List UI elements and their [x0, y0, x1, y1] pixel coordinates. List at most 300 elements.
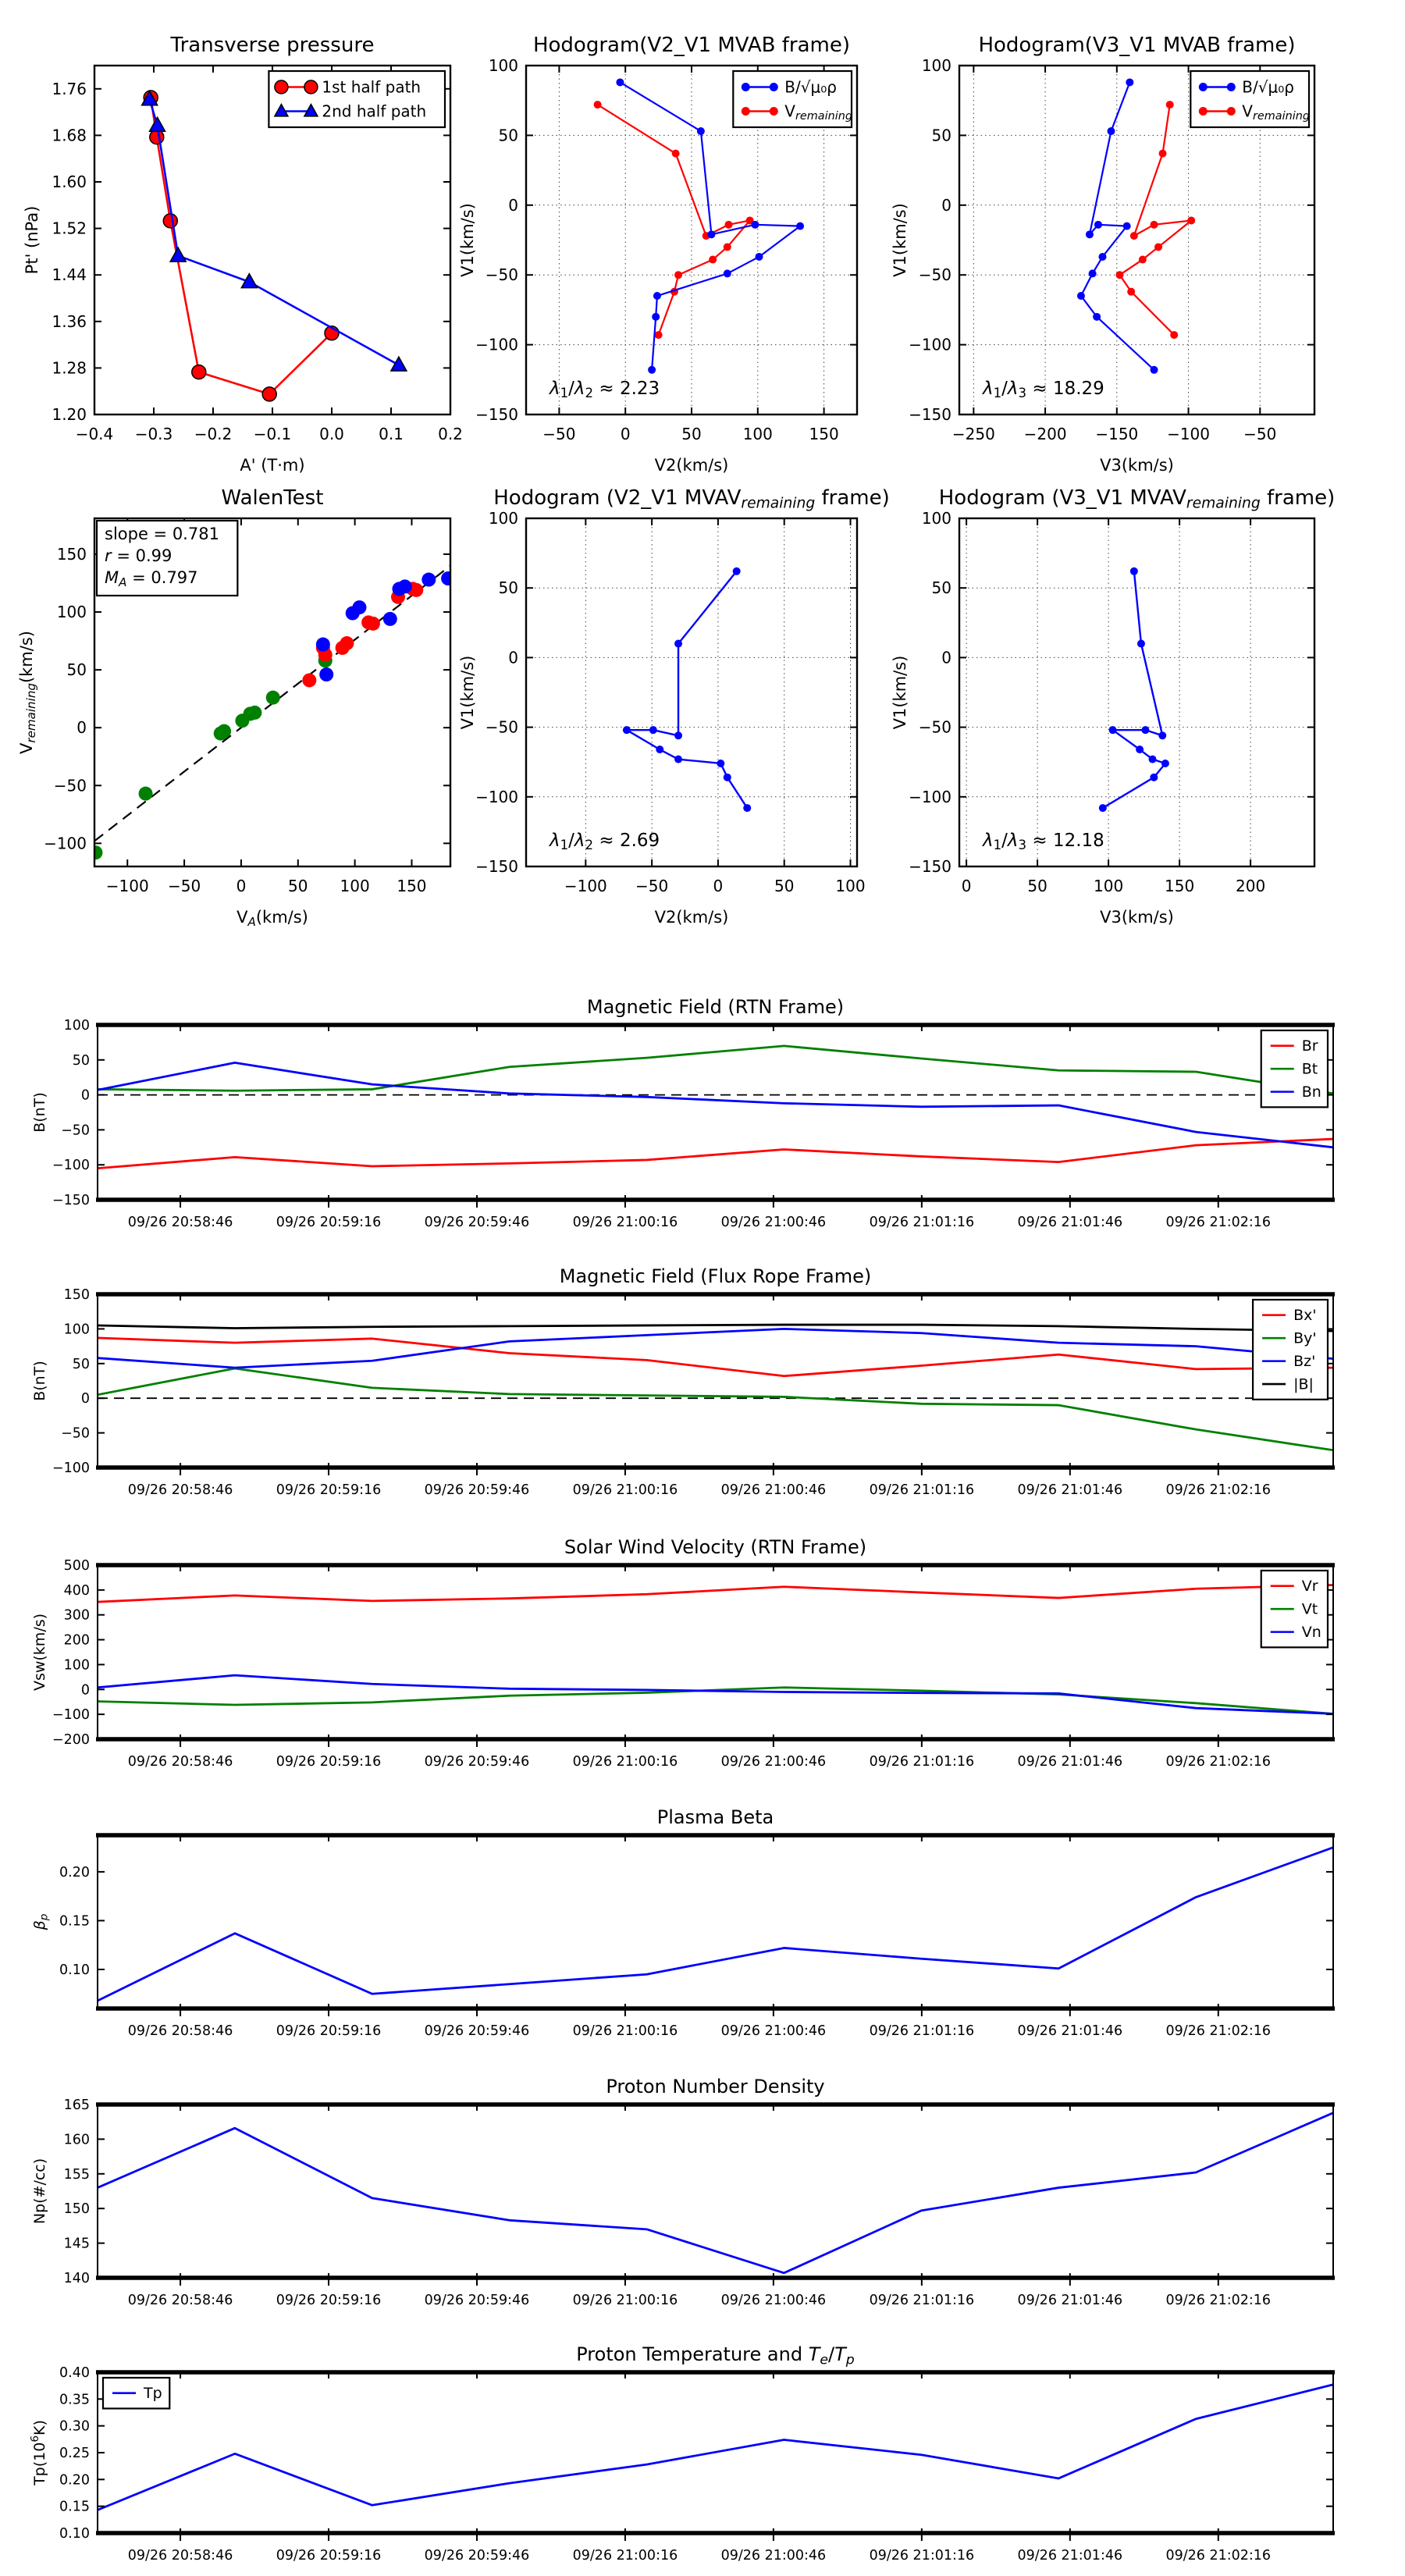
y-tick-label: −50: [61, 1425, 90, 1442]
x-tick-label: 0: [236, 877, 247, 895]
x-tick-label: 09/26 21:01:46: [1017, 2293, 1123, 2308]
data-point-marker: [302, 673, 316, 687]
plot-data-area: [1077, 78, 1195, 373]
y-tick-label: 0.10: [59, 1962, 90, 1978]
x-tick-label: 09/26 21:01:16: [869, 2293, 975, 2308]
series-line-B_alfven: [1081, 82, 1154, 369]
y-tick-label: 200: [63, 1632, 90, 1649]
data-point-marker: [1123, 222, 1131, 230]
data-point-marker: [217, 724, 231, 738]
x-tick-label: 09/26 21:02:16: [1165, 2548, 1272, 2564]
y-tick-label: 1.28: [52, 358, 87, 378]
y-tick-label: 0.20: [59, 2472, 90, 2489]
data-point-marker: [674, 756, 682, 763]
data-point-marker: [656, 745, 663, 753]
data-point-marker: [1089, 269, 1097, 277]
x-axis-label: V3(km/s): [1100, 456, 1174, 475]
series-line-By': [98, 1368, 1333, 1450]
annotation-text: λ1/λ2 ≈ 2.23: [550, 379, 660, 401]
data-point-marker: [672, 150, 680, 158]
panel-proton-density: [31, 2076, 1335, 2308]
data-point-marker: [1136, 745, 1144, 753]
x-tick-label: 100: [742, 425, 773, 443]
x-tick-label: 100: [835, 877, 866, 895]
legend: [1190, 71, 1310, 127]
plot-title: Transverse pressure: [170, 34, 375, 57]
plot-data-area: [1099, 568, 1169, 812]
series-line-Br: [98, 1139, 1333, 1169]
data-point-marker: [316, 638, 330, 652]
series-line-Bz': [98, 1329, 1333, 1371]
y-tick-label: 0.15: [59, 1913, 90, 1930]
x-tick-label: 100: [340, 877, 370, 895]
x-tick-label: 0: [620, 425, 631, 443]
plot-title: Hodogram(V2_V1 MVAB frame): [532, 34, 851, 57]
x-tick-label: −50: [167, 877, 201, 895]
data-point-marker: [724, 269, 731, 277]
y-tick-label: 100: [63, 1657, 90, 1674]
x-tick-label: −150: [1095, 425, 1139, 443]
x-tick-label: 50: [288, 877, 308, 895]
y-tick-label: 0: [80, 1087, 90, 1104]
y-tick-label: −150: [909, 405, 951, 424]
legend: [1253, 1300, 1328, 1400]
data-point-marker: [1150, 774, 1158, 781]
y-tick-label: −50: [485, 717, 518, 737]
x-tick-label: 09/26 21:02:16: [1165, 2023, 1272, 2039]
x-tick-label: 09/26 20:59:46: [424, 1215, 530, 1230]
legend-label: Vn: [1301, 1624, 1321, 1642]
y-tick-label: 0.10: [59, 2526, 90, 2542]
y-tick-label: 100: [488, 509, 518, 528]
series-line-Np: [98, 2113, 1333, 2273]
x-tick-label: −50: [635, 877, 669, 895]
series-line-1st half path: [151, 98, 332, 394]
y-tick-label: −100: [909, 787, 951, 806]
y-tick-label: 165: [63, 2097, 90, 2113]
x-tick-label: −0.1: [253, 425, 292, 443]
x-axis-label: V3(km/s): [1100, 908, 1174, 927]
legend: [1261, 1030, 1328, 1107]
data-point-marker: [170, 247, 186, 262]
x-tick-label: 09/26 21:02:16: [1165, 1215, 1272, 1230]
panel-plasma-beta: [31, 1806, 1335, 2039]
x-tick-label: 09/26 21:01:16: [869, 1482, 975, 1498]
y-tick-label: 1.68: [52, 126, 87, 145]
x-tick-label: −200: [1023, 425, 1067, 443]
x-tick-label: 09/26 20:59:16: [276, 1754, 382, 1770]
data-point-marker: [724, 243, 731, 251]
data-point-marker: [755, 253, 763, 261]
x-tick-label: 09/26 21:00:16: [572, 2023, 678, 2039]
x-tick-label: 09/26 21:01:16: [869, 1754, 975, 1770]
x-tick-label: 50: [1027, 877, 1048, 895]
x-tick-label: 09/26 20:59:46: [424, 1482, 530, 1498]
x-tick-label: −0.3: [134, 425, 173, 443]
data-point-marker: [674, 271, 682, 279]
data-point-marker: [1127, 288, 1135, 296]
y-tick-label: −50: [61, 1123, 90, 1139]
series-line-Tp: [98, 2385, 1333, 2510]
data-point-marker: [1151, 366, 1158, 374]
plot-data-area: [88, 566, 455, 859]
series-line-V_remaining: [1119, 105, 1191, 335]
data-point-marker: [366, 617, 380, 631]
data-point-marker: [441, 571, 455, 585]
x-tick-label: 09/26 21:00:16: [572, 1482, 678, 1498]
data-point-marker: [398, 579, 412, 593]
panel-title: Magnetic Field (RTN Frame): [586, 996, 845, 1018]
data-point-marker: [1107, 127, 1115, 135]
data-point-marker: [1093, 313, 1101, 321]
data-point-marker: [319, 667, 333, 681]
x-tick-label: 0.0: [319, 425, 344, 443]
y-tick-label: 0.25: [59, 2446, 90, 2461]
x-tick-label: 50: [681, 425, 702, 443]
data-point-marker: [1161, 760, 1169, 767]
y-tick-label: 160: [63, 2132, 90, 2148]
data-point-marker: [1137, 640, 1145, 648]
plot-title: Hodogram (V2_V1 MVAVremaining frame): [493, 486, 890, 512]
data-point-marker: [150, 130, 164, 144]
plot-transverse-pressure: [23, 34, 463, 475]
legend-label: Bz': [1293, 1353, 1316, 1371]
legend-label: Bx': [1293, 1307, 1317, 1325]
info-box-line: slope = 0.781: [105, 525, 219, 543]
y-tick-label: −150: [475, 405, 518, 424]
x-tick-label: 200: [1236, 877, 1266, 895]
plot-hodogram-v2v1-mvav: [458, 486, 890, 927]
data-point-marker: [751, 221, 759, 229]
series-line-|B|: [98, 1325, 1333, 1331]
y-tick-label: 1.60: [52, 173, 87, 191]
data-point-marker: [266, 691, 280, 705]
x-tick-label: 09/26 21:01:16: [869, 2023, 975, 2039]
y-tick-label: 0.15: [59, 2499, 90, 2515]
data-point-marker: [707, 230, 715, 238]
y-tick-label: 100: [921, 56, 951, 75]
y-tick-label: 0: [941, 195, 951, 215]
annotation-text: λ1/λ2 ≈ 2.69: [550, 831, 660, 853]
legend-label: Vr: [1301, 1578, 1318, 1596]
series-line-Bn: [98, 1062, 1333, 1147]
y-axis-label: B(nT): [31, 1092, 48, 1133]
x-tick-label: 09/26 20:59:46: [424, 1754, 530, 1770]
x-tick-label: 09/26 21:00:46: [720, 1215, 827, 1230]
data-point-marker: [1099, 804, 1107, 812]
data-point-marker: [1115, 271, 1123, 279]
x-tick-label: 09/26 20:59:16: [276, 2548, 382, 2564]
info-box-line: r = 0.99: [105, 546, 173, 565]
data-point-marker: [192, 365, 206, 379]
x-tick-label: 09/26 20:59:16: [276, 2293, 382, 2308]
plot-title: Hodogram (V3_V1 MVAVremaining frame): [938, 486, 1336, 512]
data-point-marker: [262, 387, 276, 401]
panel-title: Proton Temperature and Te/Tp: [576, 2343, 855, 2368]
data-point-marker: [1154, 243, 1162, 251]
data-point-marker: [653, 292, 661, 300]
y-axis-label: Np(#/cc): [31, 2158, 48, 2225]
data-point-marker: [1077, 292, 1085, 300]
plot-data-area: [98, 2385, 1333, 2510]
x-tick-label: −250: [951, 425, 995, 443]
data-point-marker: [1170, 331, 1178, 339]
x-tick-label: 09/26 20:59:46: [424, 2023, 530, 2039]
y-tick-label: −50: [918, 265, 951, 285]
x-tick-label: 150: [397, 877, 427, 895]
y-tick-label: 1.20: [52, 405, 87, 424]
series-line-Vr: [98, 1585, 1333, 1602]
x-tick-label: 09/26 20:58:46: [127, 1754, 233, 1770]
series-line-Vn: [98, 1675, 1333, 1713]
series-line-V_remaining_hodogram: [627, 571, 747, 808]
legend-label: Vremaining: [784, 101, 852, 123]
plot-title: Hodogram(V3_V1 MVAB frame): [978, 34, 1296, 57]
data-point-marker: [616, 78, 624, 86]
x-tick-label: 09/26 21:00:46: [720, 2023, 827, 2039]
y-tick-label: 1.36: [52, 311, 87, 331]
legend-label: 2nd half path: [322, 101, 427, 121]
legend-label: Bt: [1301, 1060, 1318, 1078]
x-tick-label: 09/26 20:59:16: [276, 1482, 382, 1498]
plot-hodogram-v3v1-mvab: [891, 34, 1314, 475]
x-tick-label: 100: [1094, 877, 1124, 895]
data-point-marker: [724, 221, 732, 229]
x-tick-label: 09/26 21:02:16: [1165, 1754, 1272, 1770]
data-point-marker: [150, 117, 165, 131]
data-point-marker: [652, 313, 660, 321]
x-tick-label: −100: [564, 877, 607, 895]
data-point-marker: [1109, 726, 1117, 734]
x-tick-label: 50: [774, 877, 795, 895]
series-line-V_remaining: [598, 105, 750, 335]
y-tick-label: 0: [941, 648, 951, 667]
y-axis-label: V1(km/s): [891, 655, 909, 730]
y-tick-label: 50: [66, 660, 87, 680]
y-tick-label: 0.30: [59, 2418, 90, 2435]
x-tick-label: 09/26 20:58:46: [127, 1482, 233, 1498]
y-tick-label: 100: [63, 1322, 90, 1338]
y-tick-label: 0: [76, 718, 87, 738]
panel-title: Proton Number Density: [606, 2076, 825, 2097]
series-line-Bx': [98, 1338, 1333, 1376]
x-tick-label: 09/26 20:58:46: [127, 2548, 233, 2564]
data-point-marker: [648, 366, 656, 374]
y-tick-label: −100: [475, 787, 518, 806]
y-tick-label: 100: [56, 603, 87, 622]
x-tick-label: 09/26 21:01:46: [1017, 1754, 1123, 1770]
y-axis-label: B(nT): [31, 1361, 48, 1401]
x-tick-label: −50: [542, 425, 576, 443]
y-axis-label: βp: [31, 1913, 51, 1930]
x-tick-label: 09/26 21:01:46: [1017, 1482, 1123, 1498]
y-tick-label: 0.35: [59, 2392, 90, 2408]
data-point-marker: [1094, 221, 1102, 229]
data-point-marker: [391, 357, 407, 371]
legend-label: 1st half path: [322, 77, 422, 97]
y-tick-label: 0: [80, 1391, 90, 1407]
x-tick-label: 09/26 21:00:46: [720, 2548, 827, 2564]
data-point-marker: [1086, 230, 1094, 238]
data-point-marker: [1151, 221, 1158, 229]
data-point-marker: [383, 612, 397, 626]
y-tick-label: 0: [80, 1682, 90, 1699]
x-tick-label: 09/26 21:01:46: [1017, 2548, 1123, 2564]
y-tick-label: 50: [498, 578, 518, 598]
y-axis-label: $Tp(10^6K)$: [29, 2420, 48, 2485]
x-tick-label: 09/26 20:58:46: [127, 1215, 233, 1230]
y-axis-label: Vremaining(km/s): [17, 630, 38, 755]
legend: [269, 71, 445, 127]
data-point-marker: [623, 726, 631, 734]
x-axis-label: VA(km/s): [237, 908, 308, 929]
x-tick-label: −100: [1167, 425, 1211, 443]
legend-label: B/√μ₀ρ: [784, 77, 837, 97]
panel-title: Plasma Beta: [656, 1806, 774, 1828]
x-tick-label: −0.4: [75, 425, 114, 443]
panel-title: Solar Wind Velocity (RTN Frame): [564, 1536, 867, 1558]
data-point-marker: [649, 726, 657, 734]
y-tick-label: −100: [52, 1158, 90, 1174]
y-tick-label: 50: [72, 1052, 90, 1069]
x-tick-label: 09/26 20:59:16: [276, 2023, 382, 2039]
x-tick-label: 09/26 21:00:16: [572, 1754, 678, 1770]
panel-magnetic-field-rtn: [31, 996, 1335, 1230]
data-point-marker: [1159, 150, 1167, 158]
y-axis-label: Pt' (nPa): [23, 205, 41, 275]
data-point-marker: [1126, 78, 1133, 86]
x-tick-label: 150: [1165, 877, 1195, 895]
x-tick-label: 09/26 21:01:46: [1017, 2023, 1123, 2039]
y-tick-label: 100: [921, 509, 951, 528]
y-tick-label: 155: [63, 2166, 90, 2183]
y-tick-label: 1.76: [52, 79, 87, 98]
x-axis-label: A' (T·m): [240, 456, 305, 475]
data-point-marker: [742, 83, 750, 91]
y-tick-label: 50: [931, 578, 951, 598]
legend-label: Vremaining: [1242, 101, 1310, 123]
data-point-marker: [742, 107, 750, 116]
legend-label: By': [1293, 1329, 1317, 1347]
data-point-marker: [1141, 726, 1149, 734]
plot-walen-test: [17, 486, 455, 929]
y-axis-label: V1(km/s): [891, 203, 909, 277]
y-tick-label: −50: [918, 717, 951, 737]
y-tick-label: 0.20: [59, 1864, 90, 1880]
x-tick-label: 0: [961, 877, 972, 895]
y-tick-label: 50: [498, 126, 518, 145]
data-point-marker: [1227, 107, 1236, 116]
x-tick-label: 0: [713, 877, 724, 895]
legend-label: Vt: [1301, 1600, 1318, 1618]
panel-title: Magnetic Field (Flux Rope Frame): [559, 1265, 872, 1287]
data-point-marker: [340, 636, 354, 650]
data-point-marker: [88, 845, 102, 859]
data-point-marker: [1158, 731, 1166, 739]
data-point-marker: [1149, 756, 1157, 763]
y-tick-label: 100: [63, 1018, 90, 1034]
data-point-marker: [1199, 83, 1208, 91]
legend-label: Tp: [144, 2385, 162, 2403]
y-tick-label: 0: [508, 195, 518, 215]
x-tick-label: 09/26 21:00:46: [720, 1754, 827, 1770]
legend-label: |B|: [1293, 1375, 1314, 1393]
data-point-marker: [1098, 253, 1106, 261]
data-point-marker: [352, 600, 366, 614]
axis-spine: [526, 518, 857, 866]
x-tick-label: 09/26 21:02:16: [1165, 1482, 1272, 1498]
x-tick-label: 09/26 21:00:16: [572, 2293, 678, 2308]
y-tick-label: −150: [475, 857, 518, 876]
x-axis-label: V2(km/s): [654, 456, 729, 475]
series-line-beta_p: [98, 1848, 1333, 2001]
plot-hodogram-v3v1-mvav: [891, 486, 1335, 927]
plot-data-area: [623, 568, 751, 812]
y-tick-label: −100: [44, 834, 87, 853]
plot-data-area: [98, 1046, 1333, 1169]
x-tick-label: 09/26 21:00:46: [720, 1482, 827, 1498]
x-tick-label: −0.2: [194, 425, 233, 443]
x-tick-label: 09/26 21:00:16: [572, 1215, 678, 1230]
x-tick-label: 09/26 21:02:16: [1165, 2293, 1272, 2308]
plot-data-area: [142, 91, 407, 401]
annotation-text: λ1/λ3 ≈ 18.29: [983, 379, 1104, 401]
data-point-marker: [1187, 216, 1195, 224]
panel-solar-wind-velocity: [31, 1536, 1335, 1770]
y-tick-label: 0: [508, 648, 518, 667]
y-tick-label: 1.44: [52, 265, 87, 285]
data-point-marker: [1130, 568, 1138, 575]
data-point-marker: [724, 774, 731, 781]
data-point-marker: [743, 804, 751, 812]
y-tick-label: −100: [475, 335, 518, 354]
x-tick-label: 09/26 20:58:46: [127, 2023, 233, 2039]
legend-label: Bn: [1301, 1083, 1321, 1101]
plot-data-area: [98, 1585, 1333, 1713]
series-line-V_remaining_hodogram: [1103, 571, 1165, 808]
plot-data-area: [98, 2113, 1333, 2273]
legend-label: B/√μ₀ρ: [1242, 77, 1294, 97]
y-tick-label: 140: [63, 2271, 90, 2286]
annotation-text: λ1/λ3 ≈ 12.18: [983, 831, 1104, 853]
y-tick-label: 300: [63, 1607, 90, 1624]
y-axis-label: Vsw(km/s): [31, 1613, 48, 1692]
x-tick-label: 150: [809, 425, 839, 443]
plot-hodogram-v2v1-mvab: [458, 34, 857, 475]
data-point-marker: [139, 787, 153, 801]
y-tick-label: −100: [909, 335, 951, 354]
x-tick-label: 09/26 20:59:46: [424, 2548, 530, 2564]
data-point-marker: [770, 107, 778, 116]
data-point-marker: [1130, 232, 1138, 240]
legend-label: Br: [1301, 1037, 1318, 1055]
series-line-2nd half path: [150, 99, 399, 365]
data-point-marker: [247, 706, 261, 720]
y-tick-label: 100: [488, 56, 518, 75]
y-tick-label: 150: [63, 2201, 90, 2218]
y-tick-label: 400: [63, 1582, 90, 1599]
y-tick-label: 50: [931, 126, 951, 145]
legend: [103, 2378, 169, 2408]
grid-lines: [526, 518, 857, 866]
y-tick-label: 0.40: [59, 2365, 90, 2381]
x-tick-label: −50: [1243, 425, 1277, 443]
x-tick-label: 0.1: [379, 425, 404, 443]
plot-data-area: [98, 1848, 1333, 2001]
y-tick-label: 150: [63, 1287, 90, 1303]
x-axis-label: V2(km/s): [654, 908, 729, 927]
y-tick-label: −150: [909, 857, 951, 876]
